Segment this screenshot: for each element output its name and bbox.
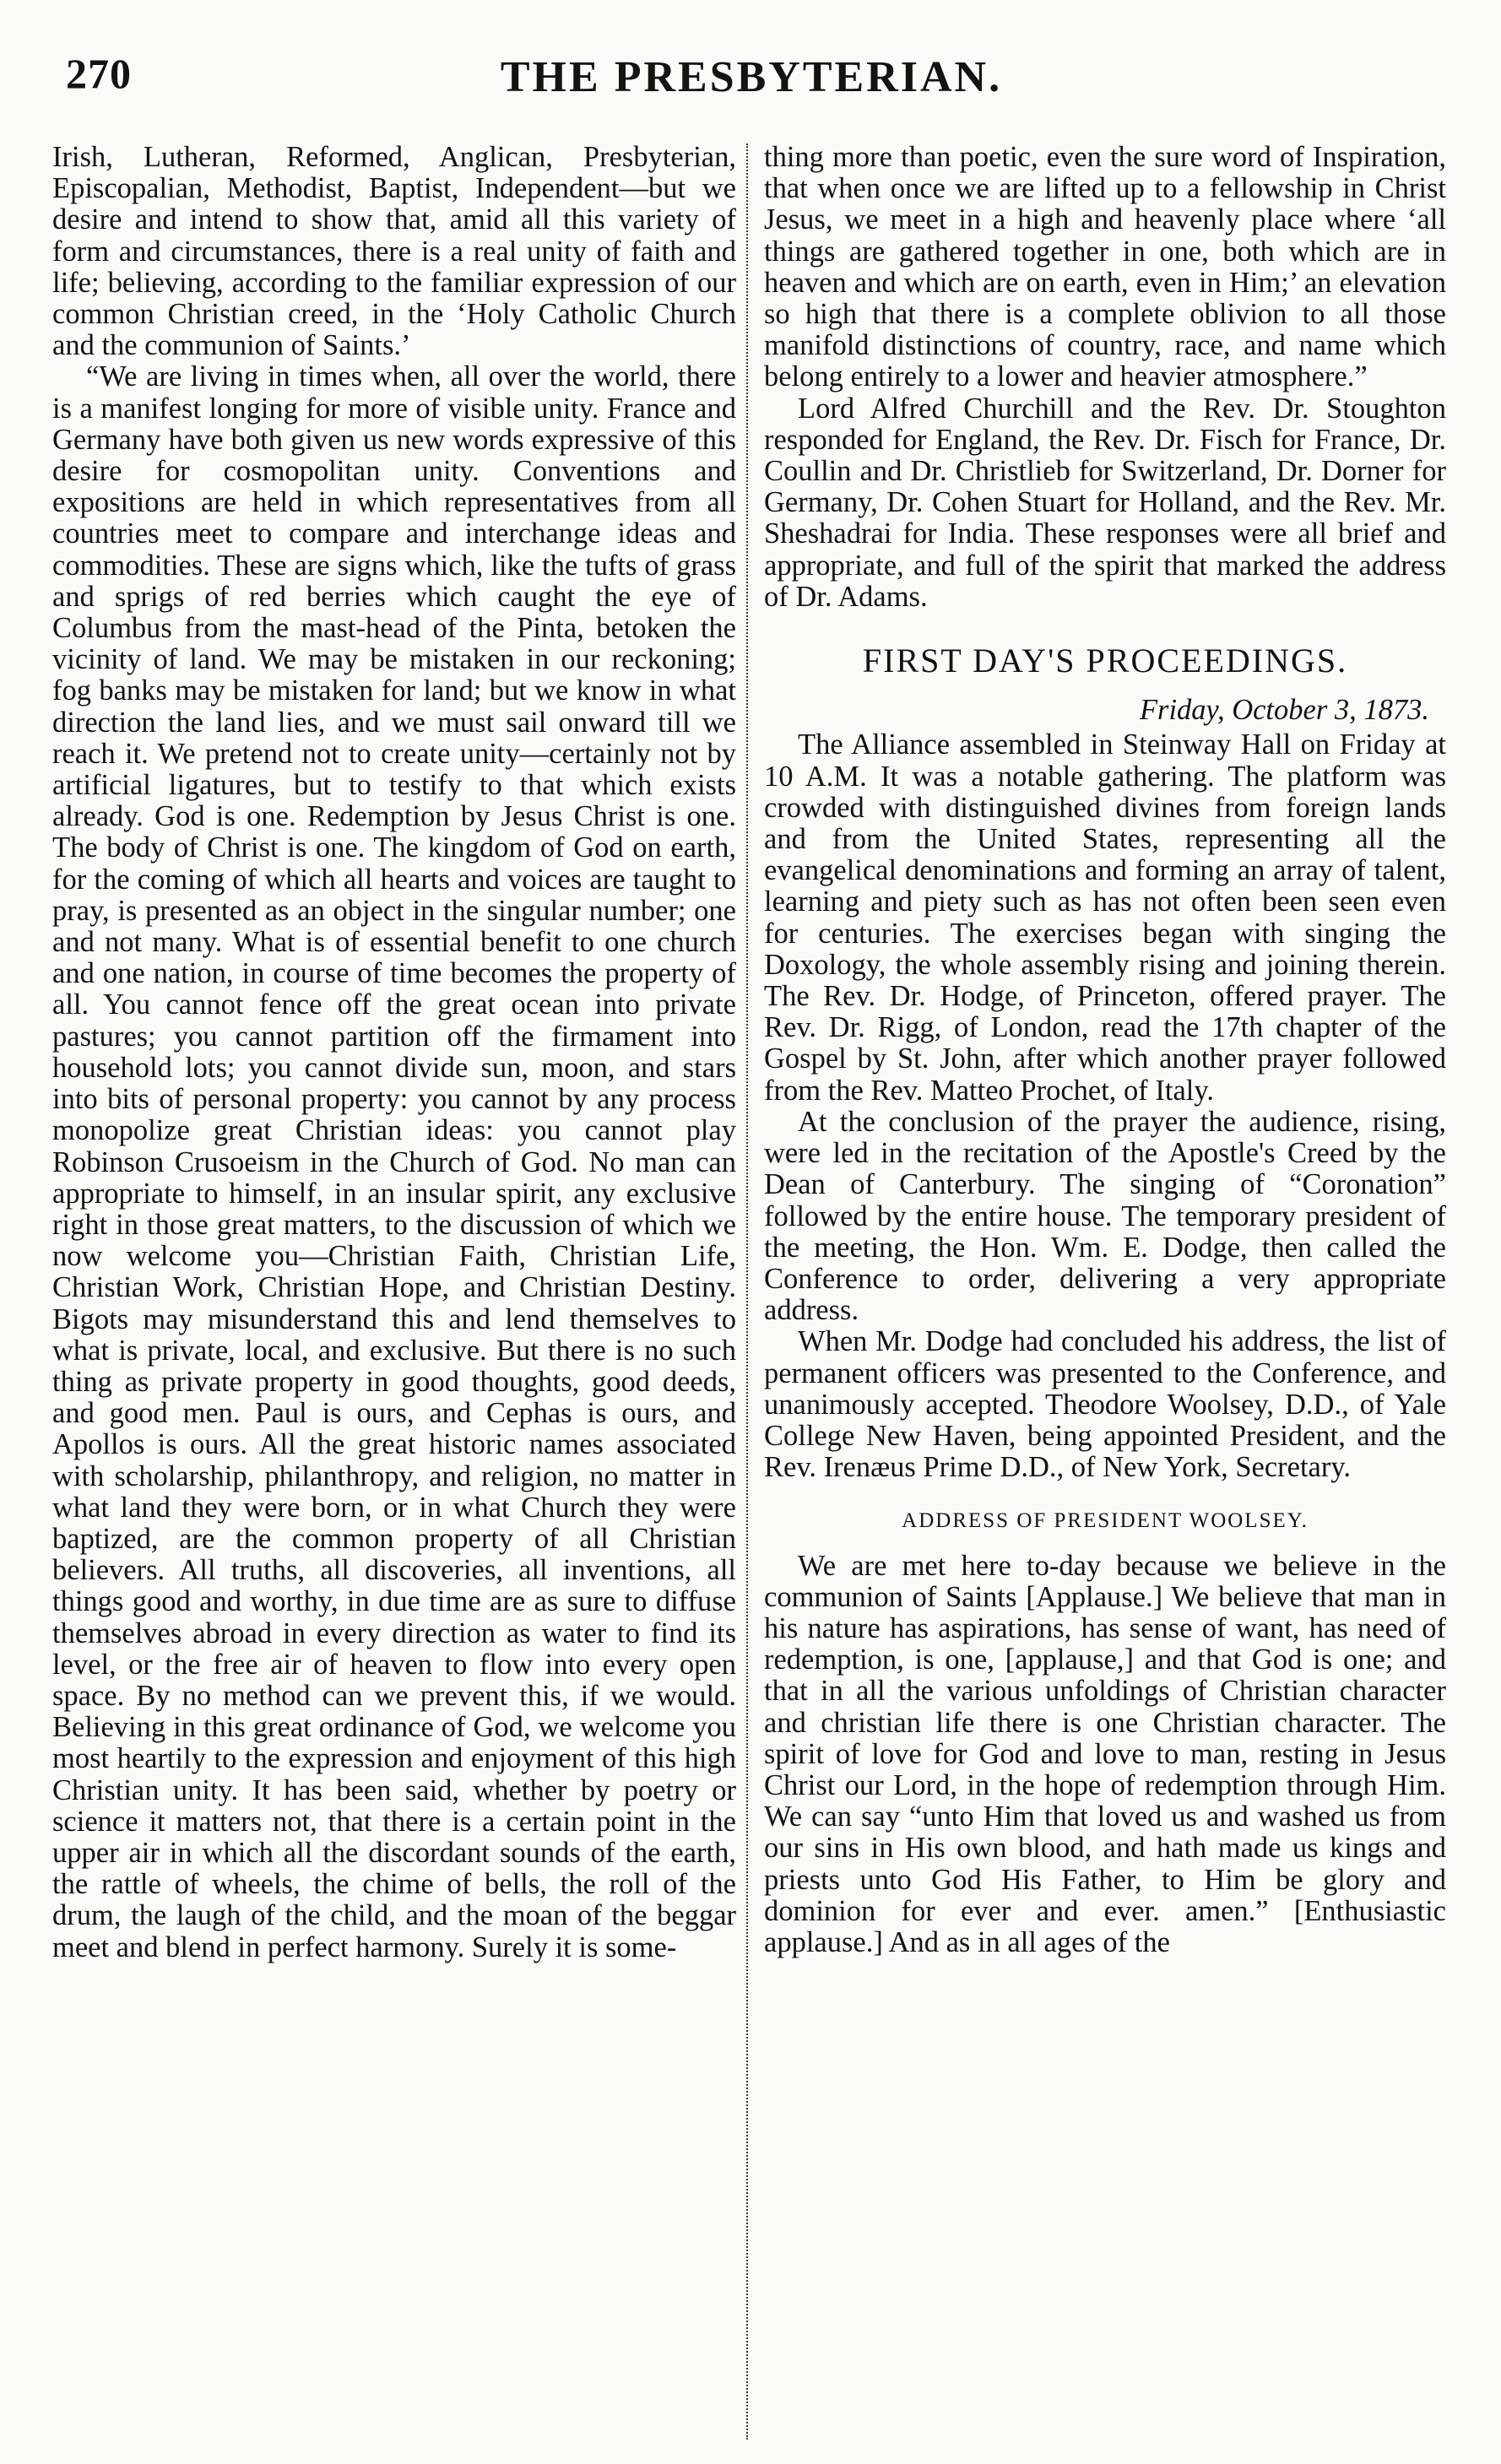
running-title: THE PRESBYTERIAN. bbox=[500, 53, 1003, 101]
section-heading: FIRST DAY'S PROCEEDINGS. bbox=[862, 642, 1348, 680]
left-paragraph-2: “We are living in times when, all over the world, there is a manifest longing for more of visible unity. France and Germany have both given us new words expressive of this desire for cosmopolitan unity. Conventions and expositions are held in which representatives from all countries meet to compare and interchange ideas and commodities. These are signs which, like the tufts of grass and sprigs of red berries which caught the eye of Columbus from the mast-head of the Pinta, betoken the vicinity of land. We may be mistaken in our reckoning; fog banks may be mistaken for land; but we know in what direction the land lies, and we must sail onward till we reach it. We pretend not to create unity—certainly not by artificial ligatures, but to testify to that which exists already. God is one. Redemption by Jesus Christ is one. The body of Christ is one. The kingdom of God on earth, for the coming of which all hearts and voices are taught to pray, is presented as an object in the singular number; one and not many. What is of essential benefit to one church and one nation, in course of time becomes the property of all. You cannot fence off the great ocean into private pastures; you cannot partition off the firmament into household lots; you cannot divide sun, moon, and stars into bits of personal property: you cannot by any process monopolize great Christian ideas: you cannot play Robinson Crusoeism in the Church of God. No man can appropriate to himself, in an insular spirit, any exclusive right in those great matters, to the discussion of which we now welcome you—Christian Faith, Christian Life, Christian Work, Christian Hope, and Christian Destiny. Bigots may misunderstand this and lend themselves to what is private, local, and exclusive. But there is no such thing as private property in good thoughts, good deeds, and good men. Paul is ours, and Cephas is ours, and Apollos is ours. All the great historic names associated with scholarship, philanthropy, and religion, no matter in what land they were born, or in what Church they were baptized, are the common property of all Christian believers. All truths, all discoveries, all inventions, all things good and worthy, in due time are as sure to diffuse themselves abroad in every direction as water to find its level, or the free air of heaven to flow into every open space. By no method can we prevent this, if we would. Believing in this great ordinance of God, we welcome you most heartily to the expression and enjoyment of this high Christian unity. It has been said, whether by poetry or science it matters not, that there is a certain point in the upper air in which all the discordant sounds of the earth, the rattle of wheels, the chime of bells, the roll of the drum, the laugh of the child, and the moan of the beggar meet and blend in perfect harmony. Surely it is some- bbox=[52, 360, 736, 1963]
right-paragraph-5: When Mr. Dodge had concluded his address, the list of permanent officers was presented to the Conference, and unanimously accepted. Theodore Woolsey, D.D., of Yale College New Haven, being appointed President, and the Rev. Irenæus Prime D.D., of New York, Secretary. bbox=[764, 1325, 1446, 1484]
right-paragraph-6: We are met here to-day because we believe in the communion of Saints [Applause.] We believe that man in his nature has aspirations, has sense of want, has need of redemption, is one, [applause,] and that God is one; and that in all the various unfoldings of Christian character and christian life there is one Christian character. The spirit of love for God and love to man, resting in Jesus Christ our Lord, in the hope of redemption through Him. We can say “unto Him that loved us and washed us from our sins in His own blood, and hath made us kings and priests unto God His Father, to Him be glory and dominion for ever and ever. amen.” [Enthusiastic applause.] And as in all ages of the bbox=[764, 1549, 1446, 1958]
right-column bbox=[764, 142, 1446, 2438]
right-paragraph-1: thing more than poetic, even the sure word of Inspiration, that when once we are lifted up to a fellowship in Christ Jesus, we meet in a high and heavenly place where ‘all things are gathered together in one, both which are in heaven and which are on earth, even in Him;’ an elevation so high that there is a complete oblivion to all those manifold distinctions of country, race, and name which belong entirely to a lower and heavier atmosphere.” bbox=[764, 141, 1446, 393]
left-paragraph-1: Irish, Lutheran, Reformed, Anglican, Presbyterian, Episcopalian, Methodist, Baptist, Independent—but we desire and intend to show that, amid all this variety of form and circumstances, there is a real unity of faith and life; believing, according to the familiar expression of our common Christian creed, in the ‘Holy Catholic Church and the communion of Saints.’ bbox=[52, 141, 736, 362]
right-paragraph-4: At the conclusion of the prayer the audience, rising, were led in the recitation of the Apostle's Creed by the Dean of Canterbury. The singing of “Coronation” followed by the entire house. The temporary president of the meeting, the Hon. Wm. E. Dodge, then called the Conference to order, delivering a very appropriate address. bbox=[764, 1105, 1446, 1327]
sub-heading: ADDRESS OF PRESIDENT WOOLSEY. bbox=[902, 1509, 1309, 1533]
right-paragraph-3: The Alliance assembled in Steinway Hall on Friday at 10 A.M. It was a notable gathering. The platform was crowded with distinguished divines from foreign lands and from the United States, representing all the evangelical denominations and forming an array of talent, learning and piety such as has not often been seen even for centuries. The exercises began with singing the Doxology, the whole assembly rising and joining therein. The Rev. Dr. Hodge, of Princeton, offered prayer. The Rev. Dr. Rigg, of London, read the 17th chapter of the Gospel by St. John, after which another prayer followed from the Rev. Matteo Prochet, of Italy. bbox=[764, 728, 1446, 1107]
page-header bbox=[51, 39, 1452, 115]
right-paragraph-2: Lord Alfred Churchill and the Rev. Dr. Stoughton responded for England, the Rev. Dr. Fisch for France, Dr. Coullin and Dr. Christlieb for Switzerland, Dr. Dorner for Germany, Dr. Cohen Stuart for Holland, and the Rev. Mr. Sheshadrai for India. These responses were all brief and appropriate, and full of the spirit that marked the address of Dr. Adams. bbox=[764, 392, 1446, 613]
dateline: Friday, October 3, 1873. bbox=[1139, 694, 1429, 727]
column-divider bbox=[746, 144, 748, 2440]
left-column bbox=[52, 142, 736, 2438]
page-number: 270 bbox=[66, 50, 132, 97]
